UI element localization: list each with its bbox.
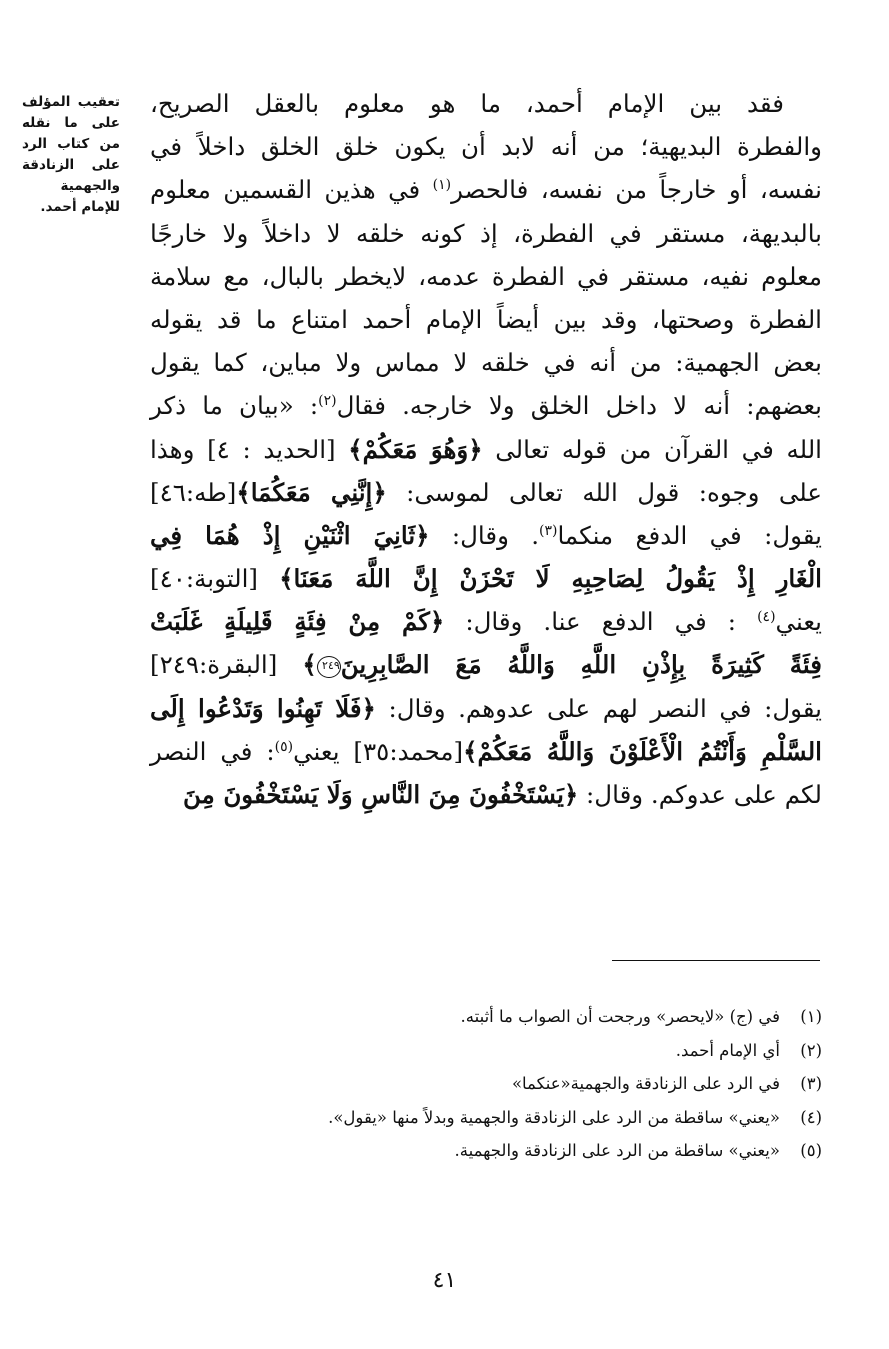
quran-verse: فِئَةً كَثِيرَةً بِإِذْنِ اللَّهِ وَاللَّهُ مَعَ الصَّابِرِينَ — [340, 650, 823, 680]
text-run: على وجوه: قول الله تعالى لموسى: — [386, 477, 822, 507]
main-text — [150, 82, 822, 816]
footnote — [150, 1067, 822, 1101]
text-run: بعض الجهمية: من أنه في خلقه لا مماس ولا مباين، كما يقول — [150, 348, 822, 378]
text-run: يقول: في الدفع منكما — [557, 520, 822, 550]
footnote-reference: (٥) — [274, 738, 294, 755]
quran-verse: ﴿كَمْ مِنْ فِئَةٍ قَلِيلَةٍ غَلَبَتْ — [150, 607, 445, 637]
text-line — [150, 255, 822, 298]
text-run: يعني — [775, 607, 822, 637]
text-run: : «بيان ما ذكر — [150, 391, 319, 421]
text-line — [150, 212, 822, 255]
quran-verse: ﴾ — [302, 650, 317, 680]
text-run: لكم على عدوكم. وقال: — [578, 780, 822, 809]
text-line — [150, 341, 822, 384]
text-line — [150, 125, 822, 168]
page-number: ٤١ — [432, 1268, 457, 1293]
text-run: : في الدفع عنا. وقال: — [444, 607, 758, 637]
text-run: بالبديهة، مستقر في الفطرة، إذ كونه خلقه لا داخلاً ولا خارجًا — [150, 218, 822, 248]
quran-verse: ﴿ثَانِيَ اثْنَيْنِ إِذْ هُمَا فِي — [150, 520, 430, 550]
text-line — [150, 471, 822, 514]
quran-verse: ﴿وَهُوَ مَعَكُمْ﴾ — [348, 434, 483, 464]
text-run: : في النصر — [150, 736, 275, 766]
footnote-text: في (ج) «لايحصر» ورجحت أن الصواب ما أثبته. — [460, 1007, 780, 1026]
quran-verse: السَّلْمِ وَأَنْتُمُ الْأَعْلَوْنَ وَاللَّهُ مَعَكُمْ﴾ — [463, 736, 822, 766]
text-run: في هذين القسمين معلوم — [150, 175, 433, 205]
text-line — [150, 514, 822, 557]
text-run: [طه:٤٦] — [150, 477, 237, 507]
quran-verse: ﴿إِنَّنِي مَعَكُمَا﴾ — [236, 477, 387, 507]
footnote — [150, 1000, 822, 1034]
text-run: معلوم نفيه، مستقر في الفطرة عدمه، لايخطر بالبال، مع سلامة — [150, 261, 822, 291]
text-run: [الحديد : ٤] وهذا — [150, 434, 349, 464]
quran-verse: ﴿فَلَا تَهِنُوا وَتَدْعُوا إِلَى — [150, 693, 376, 723]
quran-verse: الْغَارِ إِذْ يَقُولُ لِصَاحِبِهِ لَا تَحْزَنْ إِنَّ اللَّهَ مَعَنَا﴾ — [279, 564, 822, 594]
text-line — [150, 82, 822, 125]
text-line — [150, 687, 822, 730]
text-line — [150, 428, 822, 471]
footnote-separator — [612, 960, 820, 961]
footnote-number: (٣) — [800, 1074, 822, 1093]
footnote-text: في الرد على الزنادقة والجهمية«عنكما» — [511, 1074, 780, 1093]
text-line — [150, 600, 822, 643]
text-line — [150, 168, 822, 211]
text-line — [150, 730, 822, 773]
footnotes — [150, 1000, 822, 1168]
quran-verse: ﴿يَسْتَخْفُونَ مِنَ النَّاسِ وَلَا يَسْتَخْفُونَ مِنَ — [183, 780, 579, 809]
text-line — [150, 557, 822, 600]
text-run: الله في القرآن من قوله تعالى — [482, 434, 822, 464]
footnote-number: (٢) — [800, 1040, 822, 1060]
text-run: الفطرة وصحتها، وقد بين أيضاً الإمام أحمد امتناع ما قد يقوله — [150, 304, 822, 334]
margin-note: تعقيب المؤلف على ما نقله من كتاب الرد على الزنادقة والجهمية للإمام أحمد. — [22, 94, 120, 215]
footnote-reference: (٢) — [318, 393, 337, 410]
footnote-reference: (٣) — [539, 522, 558, 539]
footnote-number: (٤) — [800, 1107, 822, 1127]
footnote-number: (١) — [800, 1007, 822, 1026]
text-line — [150, 643, 822, 686]
footnote-number: (٥) — [800, 1141, 822, 1160]
text-run: نفسه، أو خارجاً من نفسه، فالحصر — [451, 175, 822, 205]
footnote-text: «يعني» ساقطة من الرد على الزنادقة والجهمية. — [454, 1141, 780, 1160]
text-run: بعضهم: أنه لا داخل الخلق ولا خارجه. فقال — [336, 391, 823, 421]
text-run: [البقرة:٢٤٩] — [150, 650, 303, 680]
footnote-reference: (١) — [432, 177, 452, 194]
text-run: [التوبة:٤٠] — [150, 564, 280, 594]
text-line — [150, 384, 822, 427]
footnote — [150, 1034, 822, 1068]
text-run: يقول: في النصر لهم على عدوهم. وقال: — [375, 693, 822, 723]
footnote-text: «يعني» ساقطة من الرد على الزنادقة والجهمية وبدلاً منها «يقول». — [328, 1107, 780, 1127]
text-line — [150, 773, 822, 816]
footnote — [150, 1101, 822, 1135]
footnote — [150, 1134, 822, 1168]
footnote-text: أي الإمام أحمد. — [675, 1040, 780, 1060]
text-run: . وقال: — [429, 520, 539, 550]
text-run: فقد بين الإمام أحمد، ما هو معلوم بالعقل الصريح، — [150, 89, 784, 118]
text-run: والفطرة البديهية؛ من أنه لابد أن يكون خلق الخلق داخلاً في — [150, 132, 822, 162]
footnote-reference: (٤) — [757, 609, 776, 626]
ayah-number-marker: ٢٤٩ — [317, 656, 341, 678]
text-run: [محمد:٣٥] يعني — [293, 736, 464, 766]
text-line — [150, 298, 822, 341]
